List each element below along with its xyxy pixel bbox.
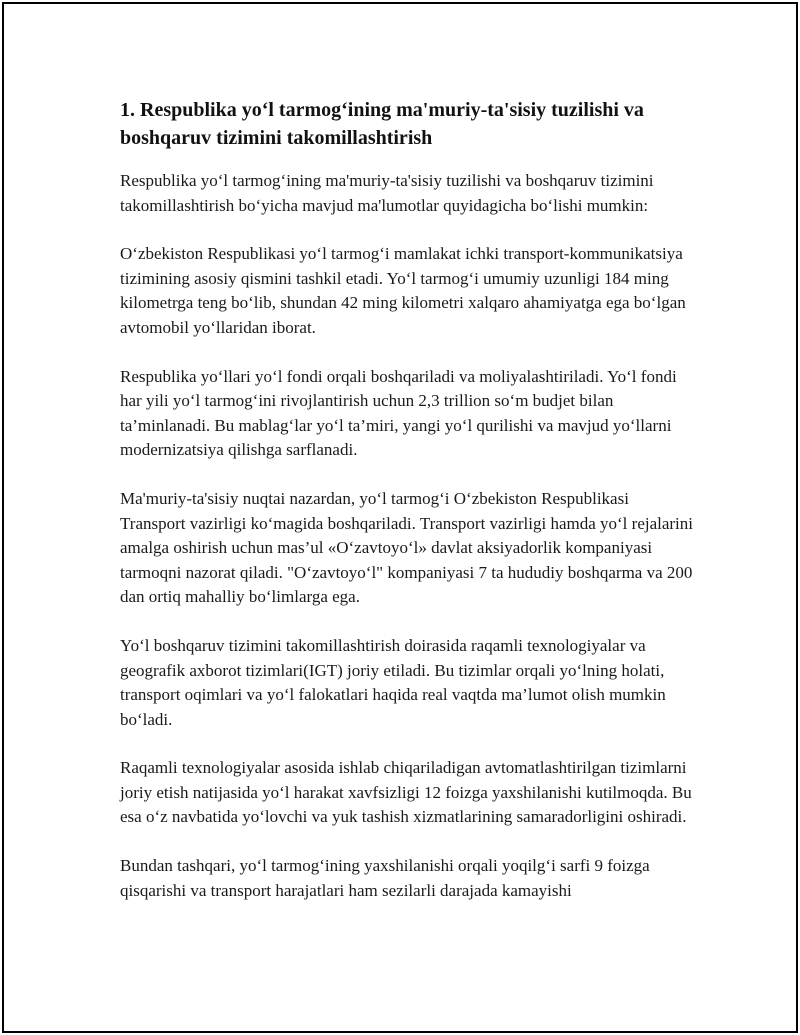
paragraph-fuel-savings: Bundan tashqari, yo‘l tarmog‘ining yaxshilanishi orqali yoqilg‘i sarfi 9 foizga qisqarishi va transport harajatlari ham sezilarli darajada kamayishi (120, 856, 650, 900)
document-page (2, 2, 798, 1033)
document-body (120, 96, 695, 927)
section-heading: 1. Respublika yo‘l tarmog‘ining ma'muriy-ta'sisiy tuzilishi va boshqaruv tizimini takomillashtirish (120, 99, 644, 149)
paragraph-road-fund: Respublika yo‘llari yo‘l fondi orqali boshqariladi va moliyalashtiriladi. Yo‘l fondi har yili yo‘l tarmog‘ini rivojlantirish uchun 2,3 trillion so‘m budjet bilan ta’minlanadi. Bu mablag‘lar yo‘l ta’miri, yangi yo‘l qurilishi va mavjud yo‘llarni modernizatsiya qilishga sarflanadi. (120, 366, 677, 460)
paragraph-administration: Ma'muriy-ta'sisiy nuqtai nazardan, yo‘l tarmog‘i O‘zbekiston Respublikasi Transport vazirligi ko‘magida boshqariladi. Transport vazirligi hamda yo‘l rejalarini amalga oshirish uchun mas’ul «O‘zavtoyo‘l» davlat aksiyadorlik kompaniyasi tarmoqni nazorat qiladi. "O‘zavtoyo‘l" kompaniyasi 7 ta hududiy boshqarma va 200 dan ortiq mahalliy bo‘limlarga ega. (120, 488, 694, 607)
paragraph-intro: Respublika yo‘l tarmog‘ining ma'muriy-ta'sisiy tuzilishi va boshqaruv tizimini takomillashtirish bo‘yicha mavjud ma'lumotlar quyidagicha bo‘lishi mumkin: (120, 171, 654, 215)
paragraph-digital-technologies: Yo‘l boshqaruv tizimini takomillashtirish doirasida raqamli texnologiyalar va geografik axborot tizimlari(IGT) joriy etiladi. Bu tizimlar orqali yo‘lning holati, transport oqimlari va yo‘l falokatlari haqida real vaqtda ma’lumot olish mumkin bo‘ladi. (120, 635, 666, 729)
paragraph-safety-improvement: Raqamli texnologiyalar asosida ishlab chiqariladigan avtomatlashtirilgan tizimlarni joriy etish natijasida yo‘l harakat xavfsizligi 12 foizga yaxshilanishi kutilmoqda. Bu esa o‘z navbatida yo‘lovchi va yuk tashish xizmatlarining samaradorligini oshiradi. (120, 758, 692, 827)
paragraph-network-overview: O‘zbekiston Respublikasi yo‘l tarmog‘i mamlakat ichki transport-kommunikatsiya tizimining asosiy qismini tashkil etadi. Yo‘l tarmog‘i umumiy uzunligi 184 ming kilometrga teng bo‘lib, shundan 42 ming kilometri xalqaro ahamiyatga ega bo‘lgan avtomobil yo‘llaridan iborat. (120, 244, 686, 337)
